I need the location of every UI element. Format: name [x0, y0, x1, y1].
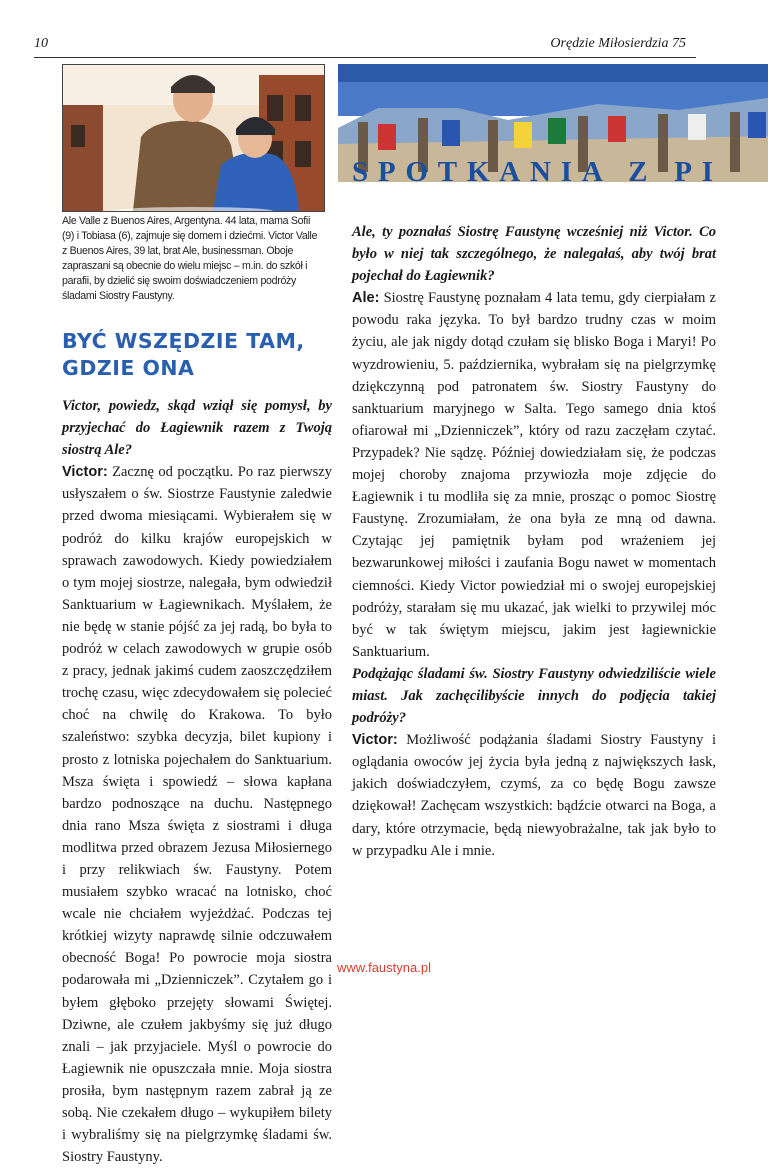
- article-column-left: [62, 395, 332, 1168]
- header-rule: [34, 57, 696, 58]
- speaker-ale: Ale:: [352, 290, 380, 307]
- speaker-victor: Victor:: [62, 464, 108, 481]
- answer-3: Możliwość podążania śladami Siostry Faustyny i oglądania owoców jej życia była jedną z największych łask, jakich doświadczyłem, czymś, za co będę Bogu zawsze dziękował! Zachęcam wszystkich: bądźcie otwarci na Boga, a dary, które otrzymacie, będą niewyobrażalne, tak jak było to w przypadku Ale i mnie.: [352, 732, 716, 859]
- question-2: Ale, ty poznałaś Siostrę Faustynę wcześniej niż Victor. Co było w niej tak szczególnego, że nalegałaś, aby twój brat pojechał do Łagiewnik?: [352, 224, 716, 285]
- article-title: BYĆ WSZĘDZIE TAM, GDZIE ONA: [62, 329, 305, 380]
- banner-title: SPOTKANIA Z PI: [352, 156, 723, 188]
- running-header: Orędzie Miłosierdzia 75: [550, 36, 686, 51]
- question-3: Podążając śladami św. Siostry Faustyny odwiedziliście wiele miast. Jak zachęcilibyście innych do podjęcia takiej podróży?: [352, 665, 716, 727]
- speaker-victor: Victor:: [352, 732, 398, 749]
- answer-1: Zacznę od początku. Po raz pierwszy usłyszałem o św. Siostrze Faustynie zaledwie przed dwoma miesiącami. Wybierałem się w podróż do kilku krajów europejskich w sprawach zawodowych. Kiedy powiedziałem o tym mojej siostrze, nalegała, bym odwiedził Sanktuarium w Łagiewnikach. Myślałem, że nie będę w stanie pójść za jej radą, bo była to podróż w celach zawodowych w grupie osób z pracy, jednak jakimś cudem zaoszczędziłem trochę czasu, więc zdecydowałem się polecieć choć na chwilę do Krakowa. To było szaleństwo: szybka decyzja, bilet kupiony i prosto z lotniska pojechałem do Sanktuarium. Msza święta i spowiedź – słowa kapłana bardzo podnoszące na duchu. Następnego dnia rano Msza święta z siostrami i długa modlitwa przed obrazem Jezusa Miłosiernego i przy relikwiach św. Faustyny. Potem musiałem szybko wracać na lotnisko, choć wcale nie chciałem wyjeżdżać. Podczas tej krótkiej wizyty naprawdę silnie odczuwałem obecność Boga! Po powrocie moja siostra podarowała mi „Dzienniczek”. Czytałem go i byłem głęboko przejęty słowami Świętej. Dziwne, ale czułem jakbyśmy się już długo znali – jak przyjaciele. Myśl o powrocie do Łagiewnik nie opuszczała mnie. Moja siostra prosiła, bym następnym razem zabrał ją ze sobą. Nie czekałem długo – wykupiłem bilety i wybraliśmy się na pielgrzymkę śladami św. Siostry Faustyny.: [62, 464, 332, 1166]
- answer-2: Siostrę Faustynę poznałam 4 lata temu, gdy cierpiałam z powodu raka języka. To był bardzo trudny czas w moim życiu, ale jak nigdy dotąd czułam się blisko Boga i Maryi! Po wyzdrowieniu, 5. października, wybrałam się na pielgrzymkę dziękczynną pod patronatem św. Siostry Faustyny do sanktuarium maryjnego w Salta. Tego samego dnia ktoś ofiarował mi „Dzienniczek”, który od razu zaczęłam czytać. Przypadek? Nie sądzę. Później dowiedziałam się, że podczas mojej choroby znajoma przywiozła moje zdjęcie do Łagiewnik i tu modliła się za mnie, prosząc o pomoc Siostrę Faustynę. Zrozumiałam, że ona była ze mną od dawna. Czytając jej pamiętnik byłam pod wrażeniem jej bezwarunkowej miłości i zaufania Bogu nawet w momentach ciemności. Kiedy Victor powiedział mi o swojej europejskiej podróży, starałam się mu ukazać, jak wielki to przywilej móc być w tak świętym miejscu, jakim jest łagiewnickie Sanktuarium.: [352, 290, 716, 660]
- article-column-right: [352, 221, 716, 862]
- question-1: Victor, powiedz, skąd wziął się pomysł, by przyjechać do Łagiewnik razem z Twoją siostrą Ale?: [62, 398, 332, 459]
- photo-ale-victor: [62, 64, 325, 212]
- photo-caption: Ale Valle z Buenos Aires, Argentyna. 44 lata, mama Sofii (9) i Tobiasa (6), zajmuje się domem i dziećmi. Victor Valle z Buenos Aires, 39 lat, brat Ale, businessman. Oboje zapraszani są obecnie do wielu miejsc – m.in. do szkół i parafii, by dzielić się swoim doświadczeniem podróży śladami Siostry Faustyny.: [62, 215, 318, 302]
- page-number: 10: [34, 36, 48, 51]
- footer-url[interactable]: www.faustyna.pl: [337, 960, 431, 975]
